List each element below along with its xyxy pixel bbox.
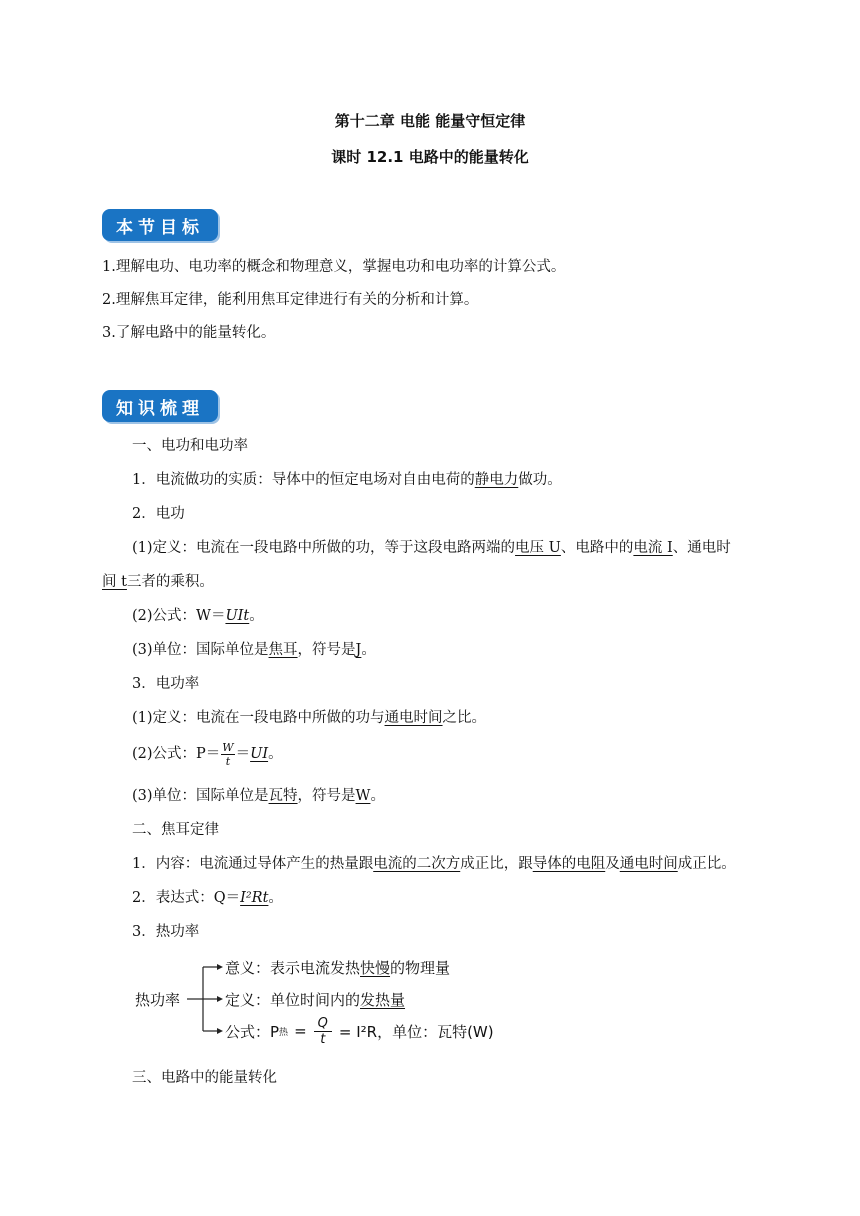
fraction <box>221 741 234 768</box>
text: ，符号是 <box>297 642 356 658</box>
text: (1)定义：电流在一段电路中所做的功，等于这段电路两端的 <box>132 540 516 556</box>
answer-blank: J <box>355 642 362 658</box>
answer-blank: 焦耳 <box>268 642 298 658</box>
s1-work-definition-cont <box>102 572 214 592</box>
text: (1)定义：电流在一段电路中所做的功与 <box>132 710 385 726</box>
text: 。 <box>370 788 385 804</box>
text: 三者的乘积。 <box>126 574 214 590</box>
text: 1．电流做功的实质：导体中的恒定电场对自由电荷的 <box>132 472 475 488</box>
s1-work-unit <box>132 640 376 660</box>
text: 成正比。 <box>677 856 736 872</box>
heat-power-diagram <box>135 950 495 1054</box>
s1-power-formula <box>132 737 283 771</box>
answer-blank: I²Rt <box>240 890 269 906</box>
fraction-numerator: W <box>222 740 234 754</box>
answer-blank: 快慢 <box>360 959 391 977</box>
text: 。 <box>268 890 283 906</box>
text: = <box>294 1022 307 1040</box>
section-2-title: 二、焦耳定律 <box>132 822 219 838</box>
diagram-branch-formula <box>225 1014 494 1048</box>
text: 成正比，跟 <box>460 856 533 872</box>
answer-blank: UIt <box>225 608 250 624</box>
answer-blank: UI <box>250 746 269 762</box>
text: (2)公式：P＝ <box>132 746 221 762</box>
answer-blank: 发热量 <box>360 991 406 1009</box>
text: ＝ <box>235 746 251 762</box>
s1-power-definition <box>132 708 486 728</box>
section-1-title: 一、电功和电功率 <box>132 438 248 454</box>
chapter-title: 第十二章 电能 能量守恒定律 <box>334 112 526 130</box>
goal-item-1: 1.理解电功、电功率的概念和物理意义，掌握电功和电功率的计算公式。 <box>102 259 566 275</box>
text: 。 <box>249 608 264 624</box>
answer-blank: 电压 U <box>515 540 561 556</box>
s2-paragraph-1 <box>132 854 736 874</box>
text: 、通电时 <box>672 540 731 556</box>
text: 及 <box>605 856 620 872</box>
text: 的物理量 <box>390 959 451 977</box>
knowledge-badge: 知识梳理 <box>102 390 218 422</box>
text: 之比。 <box>442 710 487 726</box>
answer-blank: 通电时间 <box>619 856 678 872</box>
answer-blank: 静电力 <box>474 472 519 488</box>
answer-blank: 导体的电阻 <box>532 856 606 872</box>
answer-blank: 通电时间 <box>384 710 443 726</box>
text: 意义：表示电流发热 <box>225 959 361 977</box>
answer-blank: 瓦特 <box>268 788 298 804</box>
s2-paragraph-3: 3．热功率 <box>132 924 200 940</box>
text: 。 <box>268 746 283 762</box>
section-3-title: 三、电路中的能量转化 <box>132 1070 277 1086</box>
s1-work-definition <box>132 538 731 558</box>
text: 做功。 <box>518 472 562 488</box>
diagram-root-label: 热功率 <box>135 991 181 1009</box>
text: ，符号是 <box>297 788 356 804</box>
fraction <box>314 1016 332 1047</box>
text: (3)单位：国际单位是 <box>132 788 269 804</box>
lesson-title: 课时 12.1 电路中的能量转化 <box>331 148 529 166</box>
answer-blank: W <box>355 788 371 804</box>
text: (3)单位：国际单位是 <box>132 642 269 658</box>
text: 、电路中的 <box>560 540 634 556</box>
fraction-denominator: t <box>320 1031 326 1047</box>
text: 定义：单位时间内的 <box>225 991 361 1009</box>
goal-item-2: 2.理解焦耳定律，能利用焦耳定律进行有关的分析和计算。 <box>102 292 479 308</box>
text: (2)公式：W＝ <box>132 608 226 624</box>
answer-blank: 间 t <box>102 574 127 590</box>
text: 。 <box>361 642 376 658</box>
s1-work-title: 2．电功 <box>132 506 185 522</box>
fraction-denominator: t <box>225 754 231 768</box>
s1-power-unit <box>132 786 385 806</box>
text: = I²R，单位：瓦特(W) <box>338 1022 494 1041</box>
subscript: 热 <box>279 1027 289 1038</box>
text: 2．表达式：Q＝ <box>132 890 241 906</box>
answer-blank: 电流的二次方 <box>373 856 461 872</box>
fraction-numerator: Q <box>314 1016 332 1032</box>
diagram-branch-definition <box>225 989 405 1010</box>
answer-blank: 电流 I <box>633 540 673 556</box>
s2-paragraph-2 <box>132 888 283 908</box>
goals-badge: 本节目标 <box>102 209 218 241</box>
s1-paragraph-1 <box>132 470 562 490</box>
s1-work-formula <box>132 606 264 626</box>
diagram-branch-meaning <box>225 957 450 978</box>
goal-item-3: 3.了解电路中的能量转化。 <box>102 325 276 341</box>
text: 1．内容：电流通过导体产生的热量跟 <box>132 856 374 872</box>
text: 公式：P <box>225 1022 280 1041</box>
s1-power-title: 3．电功率 <box>132 676 200 692</box>
